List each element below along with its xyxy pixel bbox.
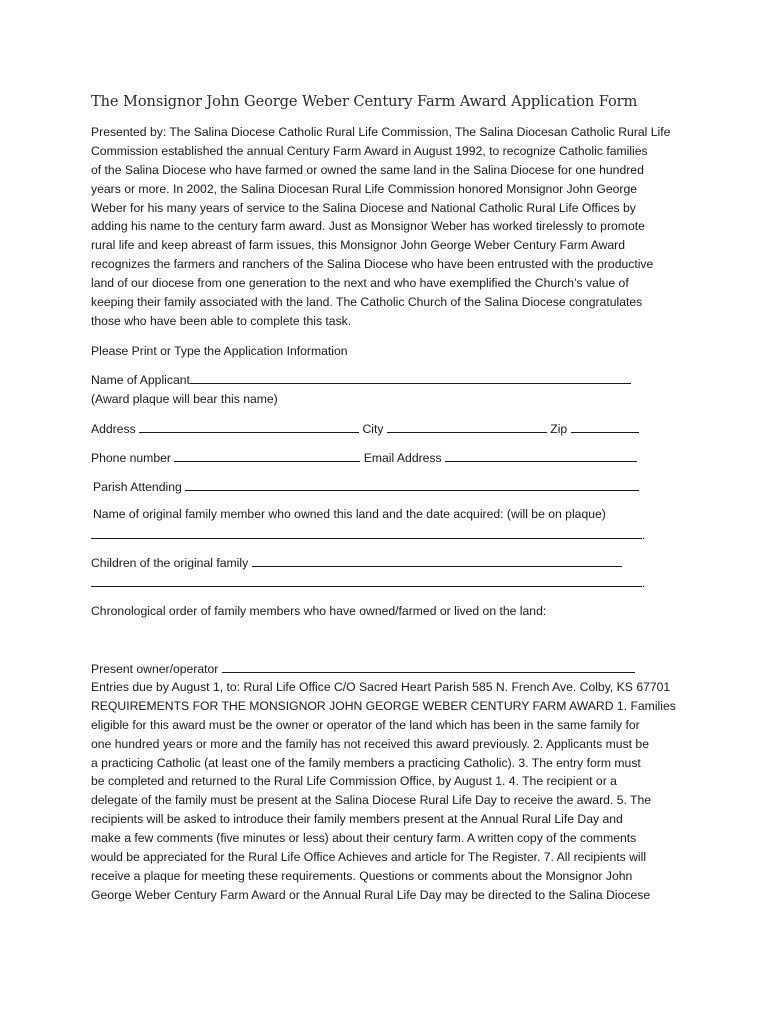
intro-line: Presented by: The Salina Diocese Catholic Rural Life Commission, The Salina Diocesan Catholic Rural Life (91, 125, 671, 139)
address-row (91, 419, 681, 438)
requirements-line: receive a plaque for meeting these requirements. Questions or comments about the Monsignor John (91, 868, 633, 883)
phone-field[interactable] (174, 448, 360, 462)
intro-line: rural life and keep abreast of farm issues, this Monsignor John George Weber Century Farm Award (91, 238, 626, 253)
requirements-line: be completed and returned to the Rural Life Commission Office, by August 1. 4. The recipient or a (91, 774, 617, 789)
intro-line: of the Salina Diocese who have farmed or owned the same land in the Salina Diocese for one hundred (91, 162, 644, 177)
phone-label: Phone number (91, 451, 171, 465)
parish-label: Parish Attending (93, 480, 182, 494)
requirements-line: make a few comments (five minutes or less) about their century farm. A written copy of the comments (91, 831, 637, 846)
applicant-label: Name of Applicant (91, 373, 190, 387)
parish-field[interactable] (185, 477, 639, 491)
requirements-line: George Weber Century Farm Award or the Annual Rural Life Day may be directed to the Salina Diocese (91, 887, 651, 902)
children-label: Children of the original family (91, 556, 249, 570)
zip-label: Zip (550, 422, 568, 436)
children-field[interactable] (252, 553, 622, 567)
zip-field[interactable] (571, 419, 639, 433)
intro-line: Weber for his many years of service to the Salina Diocese and National Catholic Rural Life Offices by (91, 200, 636, 215)
present-owner-label: Present owner/operator (91, 662, 219, 676)
chronological-label: Chronological order of family members who have owned/farmed or lived on the land: (91, 604, 547, 618)
page-title: The Monsignor John George Weber Century Farm Award Application Form (91, 93, 638, 110)
requirements-line: eligible for this award must be the owner or operator of the land which has been in the same family for (91, 717, 640, 732)
children-row-2 (91, 573, 681, 592)
original-member-field[interactable] (91, 525, 642, 539)
original-member-row (91, 525, 681, 544)
children-field-2[interactable] (91, 573, 642, 587)
intro-line: recognizes the farmers and ranchers of the Salina Diocese who have been entrusted with the productive (91, 257, 654, 272)
address-label: Address (91, 422, 136, 436)
requirements-line: Entries due by August 1, to: Rural Life Office C/O Sacred Heart Parish 585 N. French Ave. Colby, KS 67701 (91, 680, 671, 694)
requirements-line: would be appreciated for the Rural Life Office Achieves and article for The Register. 7. All recipients will (91, 850, 647, 865)
period: . (642, 576, 646, 590)
original-member-label: Name of original family member who owned this land and the date acquired: (will be on plaque) (93, 507, 606, 521)
requirements-line: one hundred years or more and the family has not received this award previously. 2. Applicants must be (91, 736, 649, 751)
city-field[interactable] (387, 419, 547, 433)
parish-row (93, 477, 683, 496)
requirements-paragraph (91, 678, 691, 905)
intro-line: years or more. In 2002, the Salina Diocesan Rural Life Commission honored Monsignor John George (91, 181, 638, 196)
applicant-note: (Award plaque will bear this name) (91, 392, 278, 406)
intro-paragraph (91, 123, 691, 331)
applicant-row (91, 370, 681, 389)
instructions-text: Please Print or Type the Application Information (91, 344, 348, 358)
intro-line: keeping their family associated with the land. The Catholic Church of the Salina Diocese congratulates (91, 295, 643, 310)
intro-line: Commission established the annual Century Farm Award in August 1992, to recognize Catholic families (91, 143, 648, 158)
requirements-line: delegate of the family must be present at the Salina Diocese Rural Life Day to receive the award. 5. The (91, 793, 652, 808)
present-owner-field[interactable] (222, 659, 635, 673)
requirements-line: REQUIREMENTS FOR THE MONSIGNOR JOHN GEORGE WEBER CENTURY FARM AWARD 1. Families (91, 698, 676, 713)
applicant-name-field[interactable] (190, 370, 631, 384)
address-field[interactable] (139, 419, 359, 433)
email-label: Email Address (363, 451, 442, 465)
email-field[interactable] (445, 448, 637, 462)
requirements-line: recipients will be asked to introduce their family members present at the Annual Rural Life Day and (91, 812, 623, 827)
intro-line: those who have been able to complete this task. (91, 313, 352, 328)
present-owner-row (91, 659, 681, 678)
phone-email-row (91, 448, 681, 467)
children-row (91, 553, 681, 572)
requirements-line: a practicing Catholic (at least one of the family members a practicing Catholic). 3. The entry form must (91, 755, 641, 770)
period: . (642, 528, 646, 542)
intro-line: adding his name to the century farm award. Just as Monsignor Weber has worked tirelessly to promote (91, 219, 645, 234)
city-label: City (362, 422, 384, 436)
intro-line: land of our diocese from one generation to the next and who have exemplified the Church’s value of (91, 276, 629, 291)
